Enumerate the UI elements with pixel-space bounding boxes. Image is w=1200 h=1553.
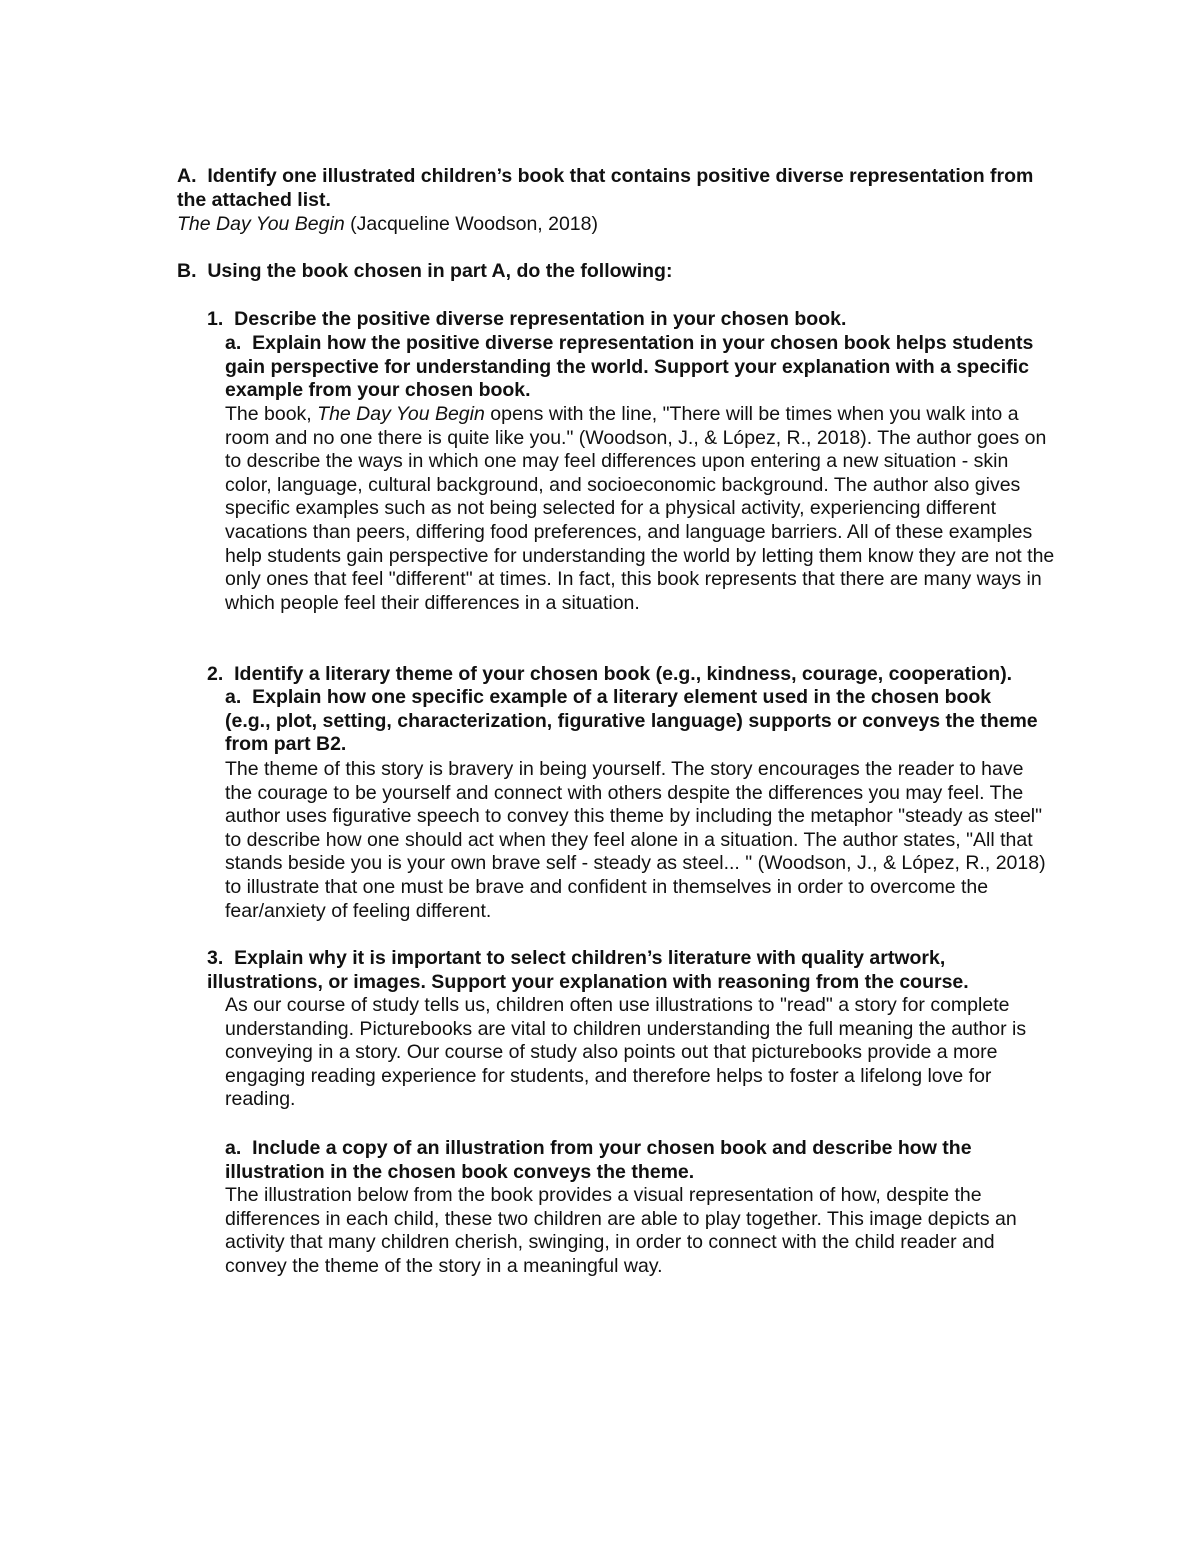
q1a-prompt xyxy=(225,332,1040,403)
q1-prompt xyxy=(207,308,1067,332)
q2-answer-text: The theme of this story is bravery in being yourself. The story encourages the reader to have the courage to be yourself and connect with others despite the differences you may feel. The author uses figurative speech to convey this theme by including the metaphor "steady as steel" to describe how one should act when they feel alone in a situation. The author states, "All that stands beside you is your own brave self - steady as steel... " (Woodson, J., & López, R., 2018) to illustrate that one must be brave and confident in themselves in order to overcome the fear/anxiety of feeling different. xyxy=(225,758,1046,922)
q2-label: 2. xyxy=(207,663,224,685)
q1-answer-pre: The book, xyxy=(225,403,312,425)
q1-answer-title: The Day You Begin xyxy=(317,403,485,425)
q2-prompt xyxy=(207,663,1072,687)
q1a-label: a. xyxy=(225,332,242,354)
section-a-answer xyxy=(177,213,1052,237)
section-b-prompt xyxy=(177,260,1052,284)
book-citation: (Jacqueline Woodson, 2018) xyxy=(350,213,598,235)
q1-prompt-text: Describe the positive diverse representation in your chosen book. xyxy=(234,308,847,330)
q3a-answer-text: The illustration below from the book provides a visual representation of how, despite the differences in each child, these two children are able to play together. This image depicts an activity that many children cherish, swinging, in order to connect with the child reader and convey the theme of the story in a meaningful way. xyxy=(225,1184,1017,1277)
q1a-prompt-text: Explain how the positive diverse representation in your chosen book helps students gain perspective for understanding the world. Support your explanation with a specific example from your chosen book. xyxy=(225,332,1034,402)
section-a-prompt xyxy=(177,165,1052,212)
q3-answer xyxy=(225,994,1065,1112)
q2a-prompt xyxy=(225,686,1040,757)
q3-prompt xyxy=(207,947,1032,994)
book-title: The Day You Begin xyxy=(177,213,345,235)
q3a-answer xyxy=(225,1184,1055,1278)
q3a-prompt xyxy=(225,1137,1040,1184)
q3-prompt-text: Explain why it is important to select children’s literature with quality artwork, illustrations, or images. Support your explanation with reasoning from the course. xyxy=(207,947,969,993)
q1-label: 1. xyxy=(207,308,224,330)
q3-answer-text: As our course of study tells us, children often use illustrations to "read" a story for complete understanding. Picturebooks are vital to children understanding the full meaning the author is conveying in a story. Our course of study also points out that picturebooks provide a more engaging reading experience for students, and therefore helps to foster a lifelong love for reading. xyxy=(225,994,1027,1111)
q3a-label: a. xyxy=(225,1137,242,1159)
q1-answer-text: opens with the line, "There will be times when you walk into a room and no one there is quite like you." (Woodson, J., & López, R., 2018). The author goes on to describe the ways in which one may feel differences upon entering a new situation - skin color, language, cultural background, and socioeconomic background. The author also gives specific examples such as not being selected for a physical activity, experiencing different vacations than peers, differing food preferences, and language barriers. All of these examples help students gain perspective for understanding the world by letting them know they are not the only ones that feel "different" at times. In fact, this book represents that there are many ways in which people feel their differences in a situation. xyxy=(225,403,1055,614)
q3-label: 3. xyxy=(207,947,224,969)
q2-answer xyxy=(225,758,1055,923)
q2-prompt-text: Identify a literary theme of your chosen book (e.g., kindness, courage, cooperation). xyxy=(234,663,1013,685)
section-a-label: A. xyxy=(177,165,197,187)
q1-answer xyxy=(225,403,1060,615)
q2a-label: a. xyxy=(225,686,242,708)
section-a-prompt-text: Identify one illustrated children’s book that contains positive diverse representation from the attached list. xyxy=(177,165,1034,211)
section-b-label: B. xyxy=(177,260,197,282)
q3a-prompt-text: Include a copy of an illustration from your chosen book and describe how the illustration in the chosen book conveys the theme. xyxy=(225,1137,972,1183)
section-b-prompt-text: Using the book chosen in part A, do the following: xyxy=(207,260,673,282)
q2a-prompt-text: Explain how one specific example of a literary element used in the chosen book (e.g., plot, setting, characterization, figurative language) supports or conveys the theme from part B2. xyxy=(225,686,1038,756)
